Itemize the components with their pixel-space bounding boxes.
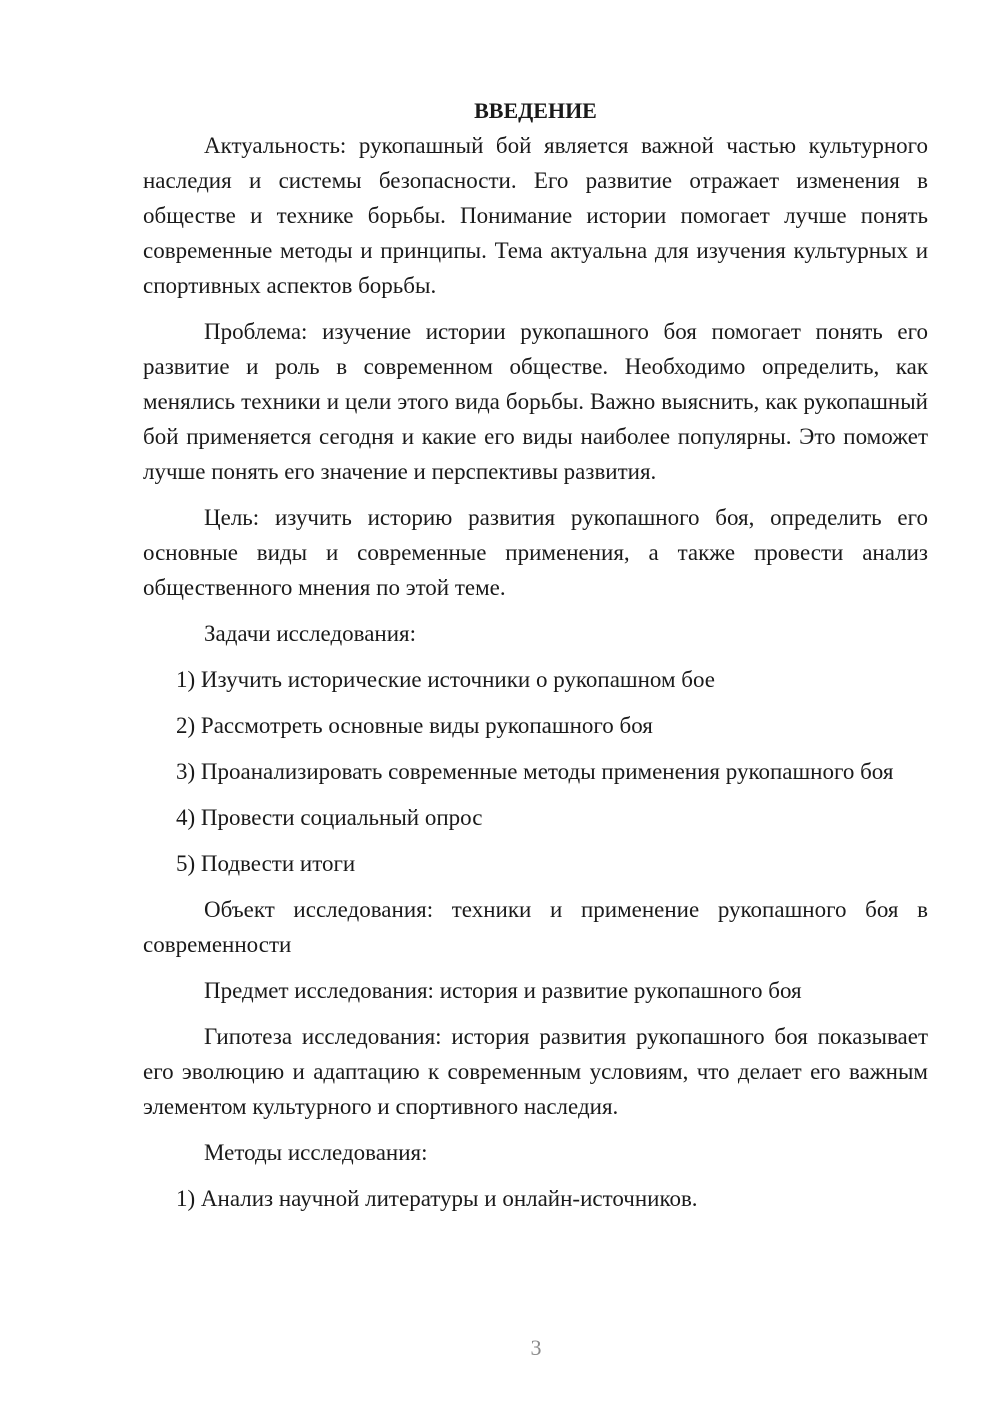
task-item-3: 3) Проанализировать современные методы применения рукопашного боя [176,759,894,784]
page-title: ВВЕДЕНИЕ [474,98,597,123]
task-item-4: 4) Провести социальный опрос [176,805,483,830]
paragraph-subject: Предмет исследования: история и развитие рукопашного боя [204,978,802,1003]
task-item-5: 5) Подвести итоги [176,851,356,876]
paragraph-object: Объект исследования: техники и применение рукопашного боя в современности [143,897,928,957]
page-number: 3 [530,1335,542,1360]
paragraph-hypothesis: Гипотеза исследования: история развития рукопашного боя показывает его эволюцию и адаптацию к современным условиям, что делает его важным элементом культурного и спортивного наследия. [143,1024,928,1119]
task-item-1: 1) Изучить исторические источники о рукопашном бое [176,667,715,692]
tasks-heading: Задачи исследования: [204,621,417,646]
paragraph-problem: Проблема: изучение истории рукопашного боя помогает понять его развитие и роль в современном обществе. Необходимо определить, как менялись техники и цели этого вида борьбы. Важно выяснить, как рукопашный бой применяется сегодня и какие его виды наиболее популярны. Это поможет лучше понять его значение и перспективы развития. [143,319,928,484]
task-item-2: 2) Рассмотреть основные виды рукопашного боя [176,713,653,738]
method-item-1: 1) Анализ научной литературы и онлайн-источников. [176,1186,698,1211]
paragraph-relevance: Актуальность: рукопашный бой является важной частью культурного наследия и системы безопасности. Его развитие отражает изменения в обществе и технике борьбы. Понимание истории помогает лучше понять современные методы и принципы. Тема актуальна для изучения культурных и спортивных аспектов борьбы. [143,133,928,298]
methods-heading: Методы исследования: [204,1140,428,1165]
page-content [143,93,928,1227]
paragraph-goal: Цель: изучить историю развития рукопашного боя, определить его основные виды и современные применения, а также провести анализ общественного мнения по этой теме. [143,505,928,600]
